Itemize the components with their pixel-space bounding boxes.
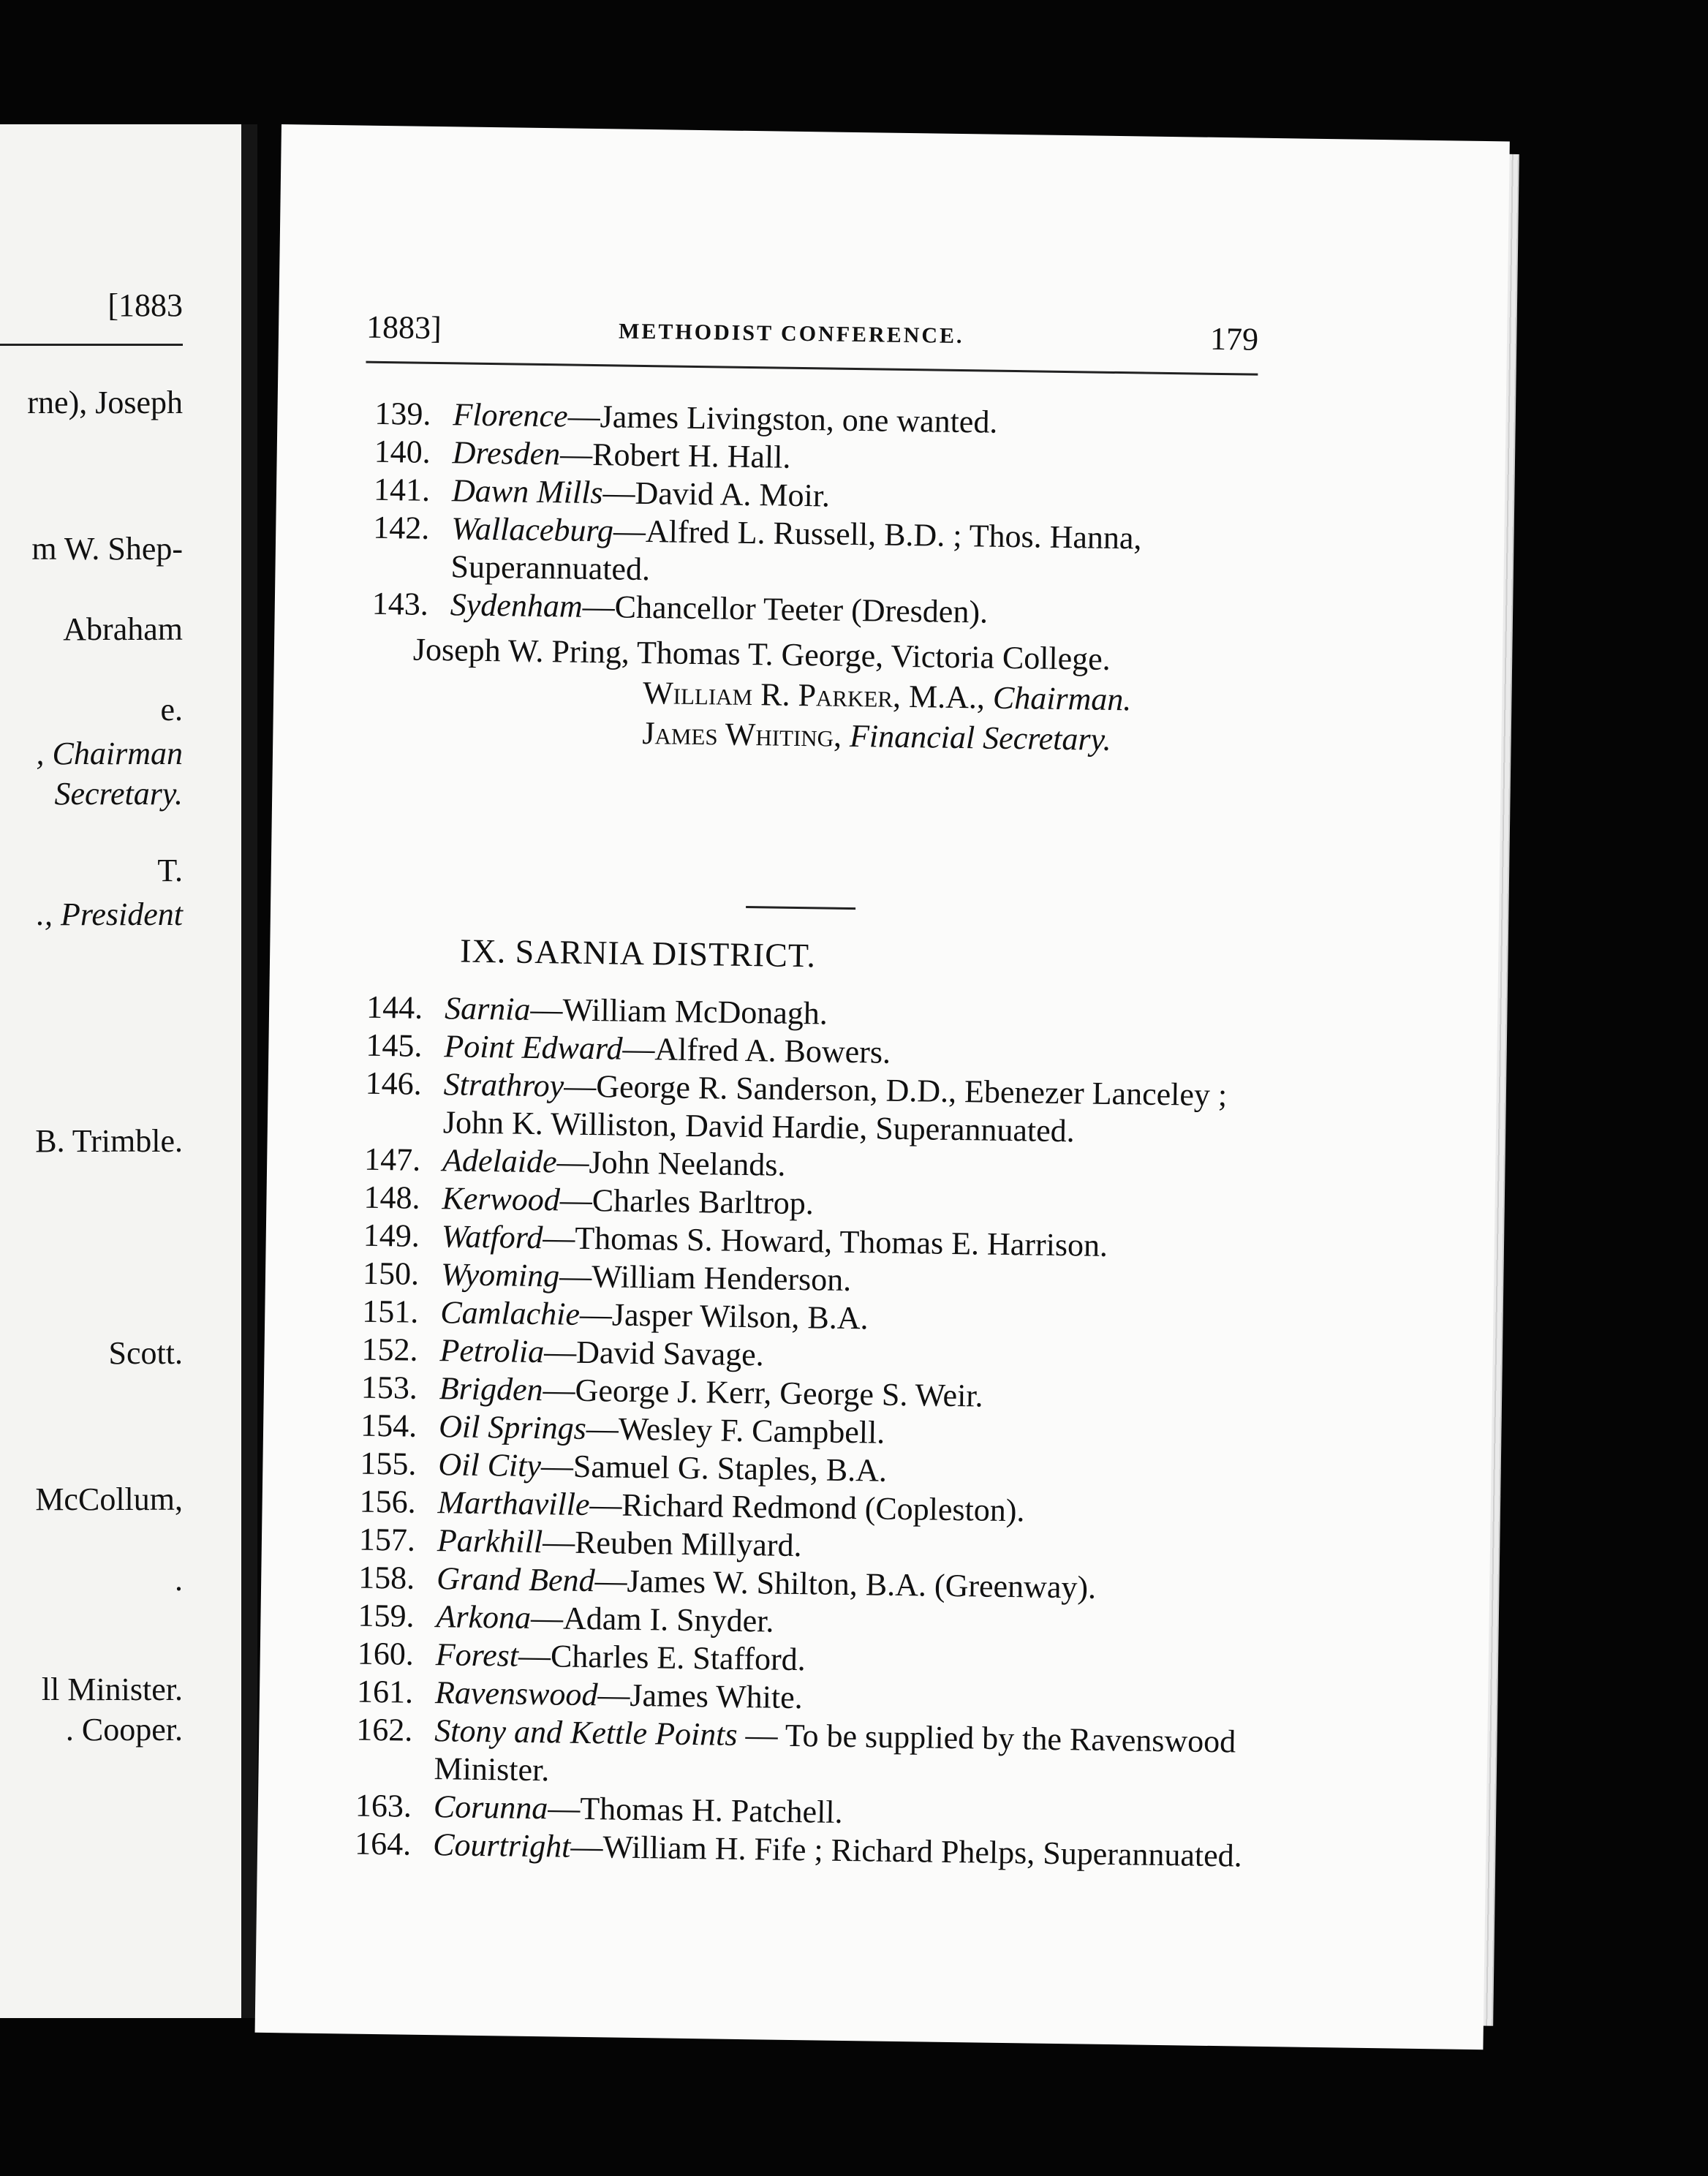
circuit-name: Florence xyxy=(453,396,568,434)
left-page-header: [1883 xyxy=(107,287,183,323)
entries-top xyxy=(347,394,1271,635)
entry-text: —Thomas S. Howard, Thomas E. Harrison. xyxy=(542,1220,1108,1263)
entry-number: 141. xyxy=(373,471,431,508)
entry-number: 160. xyxy=(357,1635,415,1672)
circuit-name: Oil Springs xyxy=(438,1408,587,1446)
entry-text: —Charles Barltrop. xyxy=(559,1182,815,1222)
circuit-name: Oil City xyxy=(438,1446,542,1484)
circuit-entry xyxy=(341,1064,1263,1153)
left-line: . Cooper. xyxy=(65,1712,183,1748)
entry-text: —William H. Fife ; Richard Phelps, Superannuated. xyxy=(570,1828,1243,1874)
entry-number: 153. xyxy=(360,1369,418,1406)
left-line: ., President xyxy=(37,896,183,932)
entry-number: 154. xyxy=(360,1407,417,1444)
entry-text: — To be supplied by the Ravenswood Minister. xyxy=(434,1716,1236,1788)
entry-number: 162. xyxy=(356,1711,413,1748)
circuit-name: Sydenham xyxy=(450,586,583,624)
circuit-name: Arkona xyxy=(436,1598,532,1636)
entry-text: —James White. xyxy=(597,1677,804,1716)
entry-text: —Adam I. Snyder. xyxy=(530,1599,774,1639)
circuit-name: Courtright xyxy=(432,1826,571,1865)
left-line: m W. Shep- xyxy=(31,531,183,567)
left-line: Secretary. xyxy=(54,776,183,812)
entry-text: —John Neelands. xyxy=(556,1144,786,1183)
entry-number: 144. xyxy=(366,989,423,1026)
entry-number: 147. xyxy=(363,1141,421,1178)
college-note: Joseph W. Pring, Thomas T. George, Victoria College. xyxy=(412,631,1111,677)
circuit-name: Strathroy xyxy=(443,1066,564,1104)
left-line: McCollum, xyxy=(35,1481,183,1517)
entry-text: —David Savage. xyxy=(543,1334,765,1373)
circuit-name: Adelaide xyxy=(442,1142,557,1180)
section-divider xyxy=(746,906,855,910)
running-header xyxy=(366,309,1259,365)
circuit-entry xyxy=(331,1710,1253,1799)
circuit-name: Grand Bend xyxy=(436,1560,595,1599)
entry-number: 139. xyxy=(374,395,431,432)
page-number: 179 xyxy=(1209,320,1259,358)
circuit-name: Stony and Kettle Points xyxy=(434,1712,738,1753)
circuit-name: Watford xyxy=(441,1218,543,1256)
circuit-name: Wyoming xyxy=(440,1256,560,1294)
left-line: e. xyxy=(160,692,183,728)
left-line: Abraham xyxy=(63,611,183,647)
circuit-name: Dawn Mills xyxy=(451,472,603,511)
entry-number: 152. xyxy=(361,1331,418,1368)
chairman-name: William R. Parker, M.A., xyxy=(642,674,986,716)
left-page-fragment xyxy=(0,124,257,2018)
entry-text: —James Livingston, one wanted. xyxy=(567,398,998,440)
secretary-line xyxy=(642,714,1111,758)
entry-text: —Richard Redmond (Copleston). xyxy=(589,1486,1025,1529)
entries-sarnia xyxy=(330,988,1264,1875)
entry-number: 158. xyxy=(358,1559,415,1596)
circuit-name: Dresden xyxy=(452,434,561,472)
entry-text: —George R. Sanderson, D.D., Ebenezer Lanceley ; John K. Williston, David Hardie, Superannuated. xyxy=(442,1068,1228,1149)
circuit-name: Wallaceburg xyxy=(450,510,614,549)
header-year: 1883] xyxy=(366,309,442,347)
entry-text: —Thomas H. Patchell. xyxy=(548,1790,843,1830)
left-line: . xyxy=(175,1562,183,1598)
circuit-name: Parkhill xyxy=(437,1522,543,1560)
right-page xyxy=(255,124,1510,2050)
entry-number: 155. xyxy=(360,1445,417,1482)
left-line: ll Minister. xyxy=(41,1671,183,1707)
entry-number: 142. xyxy=(372,509,430,546)
circuit-name: Ravenswood xyxy=(434,1674,598,1713)
entry-text: —James W. Shilton, B.A. (Greenway). xyxy=(594,1563,1097,1606)
chairman-line xyxy=(643,674,1132,718)
circuit-name: Brigden xyxy=(439,1370,543,1408)
circuit-name: Point Edward xyxy=(444,1028,623,1067)
entry-number: 157. xyxy=(358,1521,416,1558)
entry-number: 148. xyxy=(363,1179,420,1216)
entry-number: 145. xyxy=(366,1027,423,1064)
entry-text: —Alfred L. Russell, B.D. ; Thos. Hanna, Superannuated. xyxy=(450,513,1142,588)
entry-number: 143. xyxy=(371,585,429,622)
secretary-role: Financial Secretary. xyxy=(849,717,1112,758)
left-line: , Chairman xyxy=(36,736,183,771)
circuit-name: Camlachie xyxy=(439,1294,581,1332)
entry-number: 151. xyxy=(362,1293,419,1330)
circuit-entry xyxy=(348,508,1270,597)
entry-text: —Robert H. Hall. xyxy=(559,436,791,475)
header-rule xyxy=(366,361,1258,376)
entry-text: —George J. Kerr, George S. Weir. xyxy=(543,1372,983,1414)
circuit-name: Marthaville xyxy=(437,1484,590,1523)
entry-number: 161. xyxy=(356,1673,414,1710)
circuit-name: Sarnia xyxy=(444,990,531,1027)
entry-text: —Jasper Wilson, B.A. xyxy=(579,1296,869,1337)
circuit-name: Forest xyxy=(435,1636,519,1674)
left-header-rule xyxy=(0,344,183,346)
left-line: B. Trimble. xyxy=(35,1123,183,1159)
entry-text: —Charles E. Stafford. xyxy=(518,1637,806,1678)
left-line: rne), Joseph xyxy=(27,385,183,420)
left-line: Scott. xyxy=(108,1335,183,1371)
entry-text: —David A. Moir. xyxy=(602,475,831,514)
circuit-name: Petrolia xyxy=(439,1332,545,1370)
entry-number: 156. xyxy=(359,1483,417,1520)
header-title: METHODIST CONFERENCE. xyxy=(618,319,964,349)
entry-number: 164. xyxy=(354,1825,412,1862)
entry-number: 163. xyxy=(355,1787,412,1824)
entry-text: —Alfred A. Bowers. xyxy=(622,1030,891,1070)
entry-number: 140. xyxy=(374,433,431,470)
circuit-name: Corunna xyxy=(433,1788,548,1826)
entry-number: 159. xyxy=(358,1597,415,1634)
entry-text: —Wesley F. Campbell. xyxy=(586,1410,885,1451)
left-line: T. xyxy=(157,853,183,888)
entry-text: —Samuel G. Staples, B.A. xyxy=(540,1448,888,1489)
circuit-name: Kerwood xyxy=(442,1180,561,1218)
district-title: IX. SARNIA DISTRICT. xyxy=(459,932,817,975)
secretary-name: James Whiting, xyxy=(642,714,842,754)
entry-text: —Reuben Millyard. xyxy=(542,1524,802,1564)
entry-number: 150. xyxy=(362,1255,420,1292)
entry-number: 146. xyxy=(365,1065,423,1102)
entry-text: —William Henderson. xyxy=(559,1258,852,1299)
entry-number: 149. xyxy=(363,1217,420,1254)
entry-text: —William McDonagh. xyxy=(530,991,828,1032)
entry-text: —Chancellor Teeter (Dresden). xyxy=(582,588,989,630)
chairman-role: Chairman. xyxy=(992,679,1132,718)
